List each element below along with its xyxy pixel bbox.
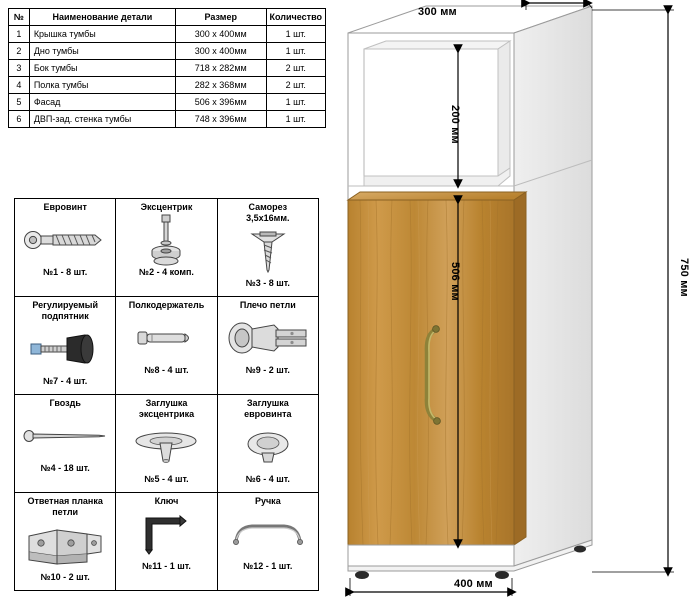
table-row xyxy=(9,77,326,94)
part-num: 3 xyxy=(9,60,30,77)
hardware-title-line1: Заглушка xyxy=(145,398,188,408)
part-name: Бок тумбы xyxy=(29,60,175,77)
part-qty: 1 шт. xyxy=(266,111,325,128)
hardware-qty: №6 - 4 шт. xyxy=(245,474,290,484)
self-tapping-screw-icon xyxy=(220,226,316,276)
hardware-cell-hinge-arm xyxy=(217,297,318,395)
hardware-row xyxy=(15,493,319,591)
hardware-cell-cam-lock xyxy=(116,199,217,297)
part-size: 300 х 400мм xyxy=(175,26,266,43)
handle-icon xyxy=(220,509,316,559)
hardware-cell-shelf-support xyxy=(116,297,217,395)
hardware-cell-euro-screw-cap xyxy=(217,395,318,493)
hardware-title-line2: 3,5х16мм. xyxy=(246,213,290,223)
table-row xyxy=(9,94,326,111)
dimension-label-depth: 300 мм xyxy=(418,6,457,18)
part-name: Дно тумбы xyxy=(29,43,175,60)
nail-icon xyxy=(17,411,113,461)
dimension-label-door-height: 506 мм xyxy=(449,262,461,301)
part-num: 5 xyxy=(9,94,30,111)
part-name: Крышка тумбы xyxy=(29,26,175,43)
part-size: 506 х 396мм xyxy=(175,94,266,111)
hardware-cell-hinge-plate xyxy=(15,493,116,591)
hardware-title-line1: Ручка xyxy=(254,496,281,506)
hardware-title-line1: Регулируемый xyxy=(32,300,99,310)
dimension-label-height: 750 мм xyxy=(678,258,690,297)
hex-key-icon xyxy=(118,509,214,559)
hardware-title: Евровинт xyxy=(43,202,87,212)
hardware-qty: №4 - 18 шт. xyxy=(40,463,90,473)
part-num: 6 xyxy=(9,111,30,128)
cabinet-niche xyxy=(364,41,510,186)
hardware-cell-euro-screw xyxy=(15,199,116,297)
hardware-title-line1: Плечо петли xyxy=(239,300,296,310)
dimension-label-width: 400 мм xyxy=(454,578,493,590)
part-qty: 2 шт. xyxy=(266,77,325,94)
hardware-qty: №9 - 2 шт. xyxy=(245,365,290,375)
parts-table-header-size: Размер xyxy=(175,9,266,26)
euro-screw-icon xyxy=(17,215,113,265)
part-qty: 1 шт. xyxy=(266,43,325,60)
hardware-cell-cam-cap xyxy=(116,395,217,493)
hardware-title-line1: Гвоздь xyxy=(49,398,81,408)
part-qty: 1 шт. xyxy=(266,94,325,111)
cam-cap-icon xyxy=(118,422,214,472)
hardware-qty: №2 - 4 комп. xyxy=(139,267,194,277)
dimension-label-niche-height: 200 мм xyxy=(449,105,461,144)
part-size: 718 х 282мм xyxy=(175,60,266,77)
hardware-qty: №11 - 1 шт. xyxy=(142,561,191,571)
hardware-cell-adjustable-foot xyxy=(15,297,116,395)
hardware-grid xyxy=(14,198,319,591)
hardware-title-line2: евровинта xyxy=(244,409,292,419)
hardware-title-line1: Полкодержатель xyxy=(128,300,205,310)
hardware-row xyxy=(15,395,319,493)
part-num: 2 xyxy=(9,43,30,60)
part-qty: 1 шт. xyxy=(266,26,325,43)
cabinet-drawing xyxy=(330,0,700,602)
hardware-title-line1: Саморез xyxy=(248,202,288,212)
dimension-height xyxy=(592,10,674,572)
hardware-row xyxy=(15,297,319,395)
hardware-row xyxy=(15,199,319,297)
part-name: ДВП-зад. стенка тумбы xyxy=(29,111,175,128)
hinge-plate-icon xyxy=(17,520,113,570)
part-name: Полка тумбы xyxy=(29,77,175,94)
hardware-qty: №1 - 8 шт. xyxy=(43,267,88,277)
hardware-title-line1: Ответная планка xyxy=(27,496,103,506)
adjustable-foot-icon xyxy=(17,324,113,374)
cabinet-svg xyxy=(330,0,700,602)
part-size: 282 х 368мм xyxy=(175,77,266,94)
parts-table-header-qty: Количество xyxy=(266,9,325,26)
table-row xyxy=(9,111,326,128)
table-row xyxy=(9,26,326,43)
hardware-cell-self-tapping-screw xyxy=(217,199,318,297)
hardware-cell-handle xyxy=(217,493,318,591)
hardware-qty: №7 - 4 шт. xyxy=(43,376,88,386)
parts-table-header-num: № xyxy=(9,9,30,26)
hardware-cell-nail xyxy=(15,395,116,493)
part-num: 1 xyxy=(9,26,30,43)
hardware-qty: №5 - 4 шт. xyxy=(144,474,189,484)
part-size: 300 х 400мм xyxy=(175,43,266,60)
hinge-arm-icon xyxy=(220,313,316,363)
hardware-title-line2: подпятник xyxy=(41,311,89,321)
euro-screw-cap-icon xyxy=(220,422,316,472)
hardware-title-line2: петли xyxy=(52,507,79,517)
cam-lock-icon xyxy=(118,215,214,265)
hardware-qty: №12 - 1 шт. xyxy=(243,561,293,571)
hardware-title: Эксцентрик xyxy=(140,202,193,212)
parts-table-header-name: Наименование детали xyxy=(29,9,175,26)
table-row xyxy=(9,43,326,60)
hardware-title-line1: Ключ xyxy=(154,496,179,506)
shelf-support-icon xyxy=(118,313,214,363)
hardware-qty: №3 - 8 шт. xyxy=(245,278,290,288)
hardware-title-line2: эксцентрика xyxy=(138,409,195,419)
parts-table xyxy=(8,8,326,128)
part-num: 4 xyxy=(9,77,30,94)
hardware-title-line1: Заглушка xyxy=(246,398,289,408)
parts-table-header-row xyxy=(9,9,326,26)
cabinet-door xyxy=(348,192,526,545)
part-qty: 2 шт. xyxy=(266,60,325,77)
part-size: 748 х 396мм xyxy=(175,111,266,128)
hardware-qty: №8 - 4 шт. xyxy=(144,365,189,375)
part-name: Фасад xyxy=(29,94,175,111)
hardware-qty: №10 - 2 шт. xyxy=(40,572,90,582)
hardware-cell-hex-key xyxy=(116,493,217,591)
table-row xyxy=(9,60,326,77)
